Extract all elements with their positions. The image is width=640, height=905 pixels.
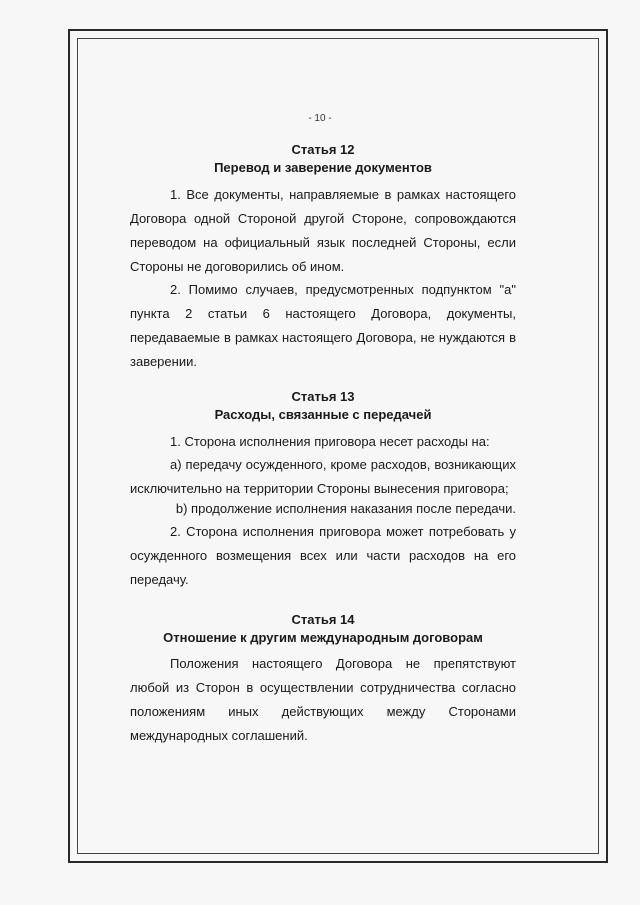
article-14-paragraph-1: Положения настоящего Договора не препятствуют любой из Сторон в осуществлении сотрудничества согласно положениям иных действующих между Сторонами международных соглашений. — [130, 656, 516, 743]
article-12-paragraph-2: 2. Помимо случаев, предусмотренных подпунктом "а" пункта 2 статьи 6 настоящего Договора, документы, передаваемые в рамках настоящего Договора, не нуждаются в заверении. — [130, 282, 516, 369]
article-13-number: Статья 13 — [291, 389, 355, 404]
article-13-title: Расходы, связанные с передачей — [214, 407, 432, 422]
article-13-paragraph-2: 2. Сторона исполнения приговора может потребовать у осужденного возмещения всех или части расходов на его передачу. — [130, 524, 516, 587]
article-14-number: Статья 14 — [291, 612, 355, 627]
article-12-heading — [130, 141, 516, 177]
article-13-subitem-b: b) продолжение исполнения наказания после передачи. — [175, 501, 516, 516]
article-12-number: Статья 12 — [291, 142, 355, 157]
article-13-paragraph-1: 1. Сторона исполнения приговора несет расходы на: — [170, 434, 490, 449]
article-12-paragraph-1: 1. Все документы, направляемые в рамках настоящего Договора одной Стороной другой Стороне, сопровождаются переводом на официальный язык последней Стороны, если Стороны не договорились об ином. — [130, 187, 516, 274]
article-14-heading — [130, 611, 516, 647]
article-13-subitem-a: a) передачу осужденного, кроме расходов, возникающих исключительно на территории Стороны вынесения приговора; — [130, 457, 516, 496]
page-number: - 10 - — [308, 113, 332, 124]
article-14-title: Отношение к другим международным договорам — [163, 630, 483, 645]
article-12-title: Перевод и заверение документов — [214, 160, 432, 175]
article-13-heading — [130, 388, 516, 424]
